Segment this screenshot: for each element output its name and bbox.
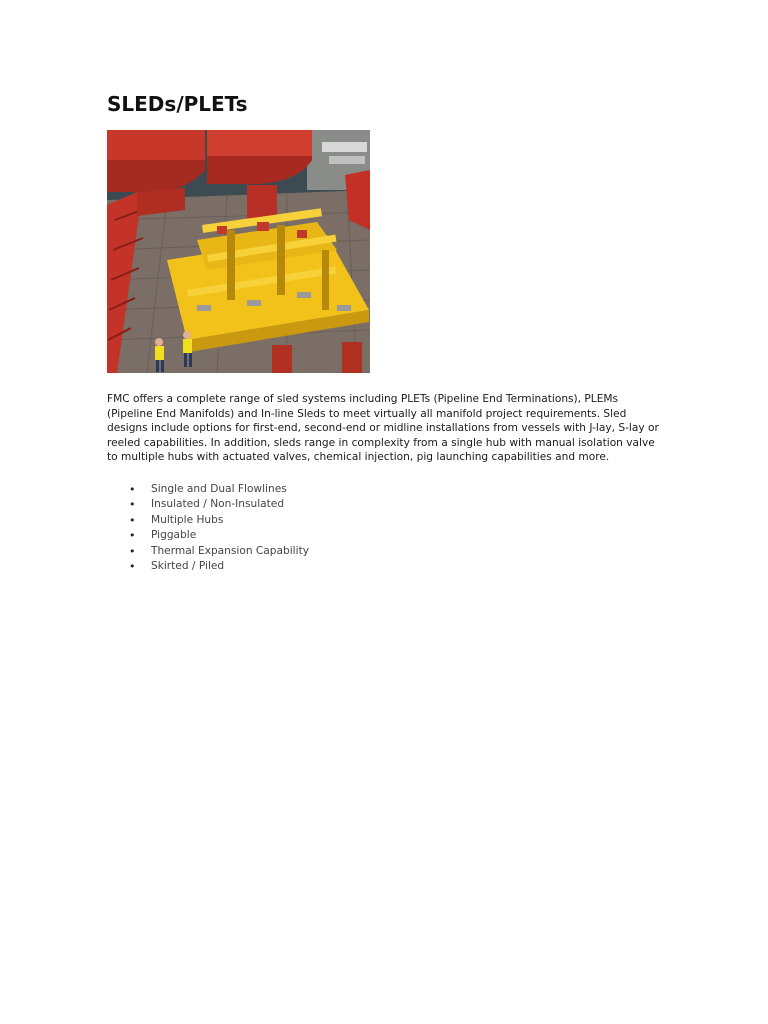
list-item xyxy=(107,482,507,497)
bullet-icon: • xyxy=(129,513,136,527)
bullet-icon: • xyxy=(129,498,136,512)
feature-label: Thermal Expansion Capability xyxy=(151,544,309,557)
list-item xyxy=(107,513,507,528)
list-item xyxy=(107,497,507,512)
feature-label: Multiple Hubs xyxy=(151,513,224,526)
bullet-icon: • xyxy=(129,560,136,574)
feature-label: Piggable xyxy=(151,529,197,542)
page-title: SLEDs/PLETs xyxy=(107,92,248,116)
bullet-icon: • xyxy=(129,529,136,543)
feature-label: Skirted / Piled xyxy=(151,560,225,573)
feature-label: Single and Dual Flowlines xyxy=(151,483,287,495)
intro-paragraph: FMC offers a complete range of sled systems including PLETs (Pipeline End Terminations), PLEMs (Pipeline End Manifolds) and In-line Sleds to meet virtually all manifold project requirements. Sled designs include options for first-end, second-end or midline installations from vessels with J-lay, S-lay or reeled capabilities. In addition, sleds range in complexity from a single hub with manual isolation valve to multiple hubs with actuated valves, chemical injection, pig launching capabilities and more. xyxy=(107,393,659,464)
sled-photo xyxy=(107,130,370,373)
feature-label: Insulated / Non-Insulated xyxy=(151,498,285,511)
list-item xyxy=(107,528,507,543)
bullet-icon: • xyxy=(129,483,136,496)
sled-photo-illustration xyxy=(107,130,370,373)
bullet-icon: • xyxy=(129,544,136,558)
feature-list xyxy=(107,482,507,574)
list-item xyxy=(107,559,507,574)
list-item xyxy=(107,544,507,559)
